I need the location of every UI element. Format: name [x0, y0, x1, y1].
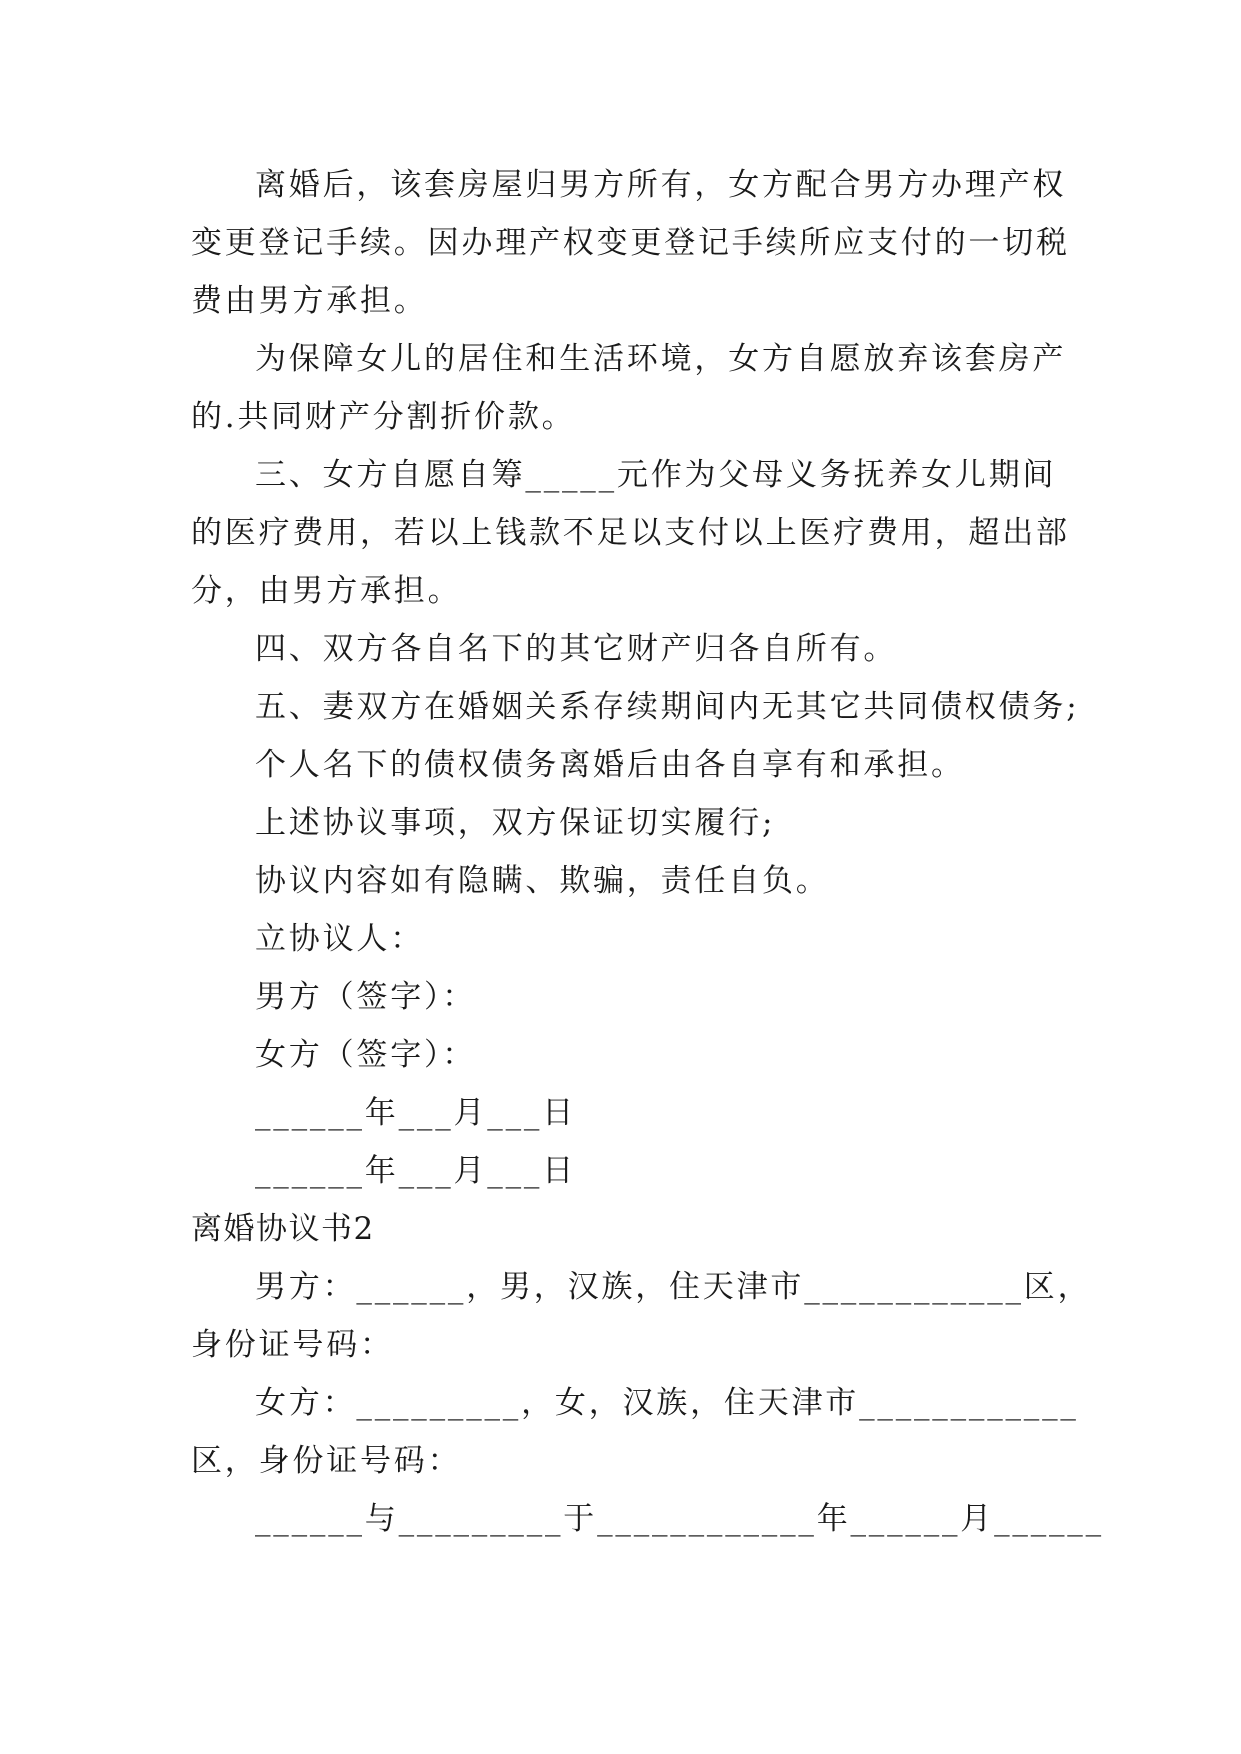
- date-line: ______年___月___日: [255, 1095, 576, 1131]
- paragraph-line: 变更登记手续。因办理产权变更登记手续所应支付的一切税: [191, 225, 1070, 261]
- male-signature-label: 男方（签字）：: [255, 979, 477, 1015]
- paragraph-line: 的.共同财产分割折价款。: [191, 399, 576, 435]
- paragraph-line: 三、女方自愿自筹_____元作为父母义务抚养女儿期间: [255, 457, 1057, 493]
- paragraph-line: 协议内容如有隐瞒、欺骗，责任自负。: [255, 863, 830, 899]
- paragraph-line: 离婚后，该套房屋归男方所有，女方配合男方办理产权: [255, 167, 1067, 203]
- female-signature-label: 女方（签字）：: [255, 1037, 477, 1073]
- paragraph-line: 的医疗费用，若以上钱款不足以支付以上医疗费用，超出部: [191, 515, 1070, 551]
- paragraph-line: 上述协议事项，双方保证切实履行;: [255, 805, 776, 841]
- paragraph-line: 为保障女儿的居住和生活环境，女方自愿放弃该套房产: [255, 341, 1067, 377]
- paragraph-line: 四、双方各自名下的其它财产归各自所有。: [255, 631, 898, 667]
- section-heading: 离婚协议书2: [191, 1211, 375, 1247]
- paragraph-line: 分，由男方承担。: [191, 573, 462, 609]
- date-line: ______年___月___日: [255, 1153, 576, 1189]
- signatory-label: 立协议人：: [255, 921, 424, 957]
- paragraph-line: 区，身份证号码：: [191, 1443, 462, 1479]
- document-body: [191, 156, 1104, 1548]
- paragraph-line: 费由男方承担。: [191, 283, 428, 319]
- paragraph-line: 女方：_________，女，汉族，住天津市____________: [255, 1385, 1079, 1421]
- paragraph-line: ______与_________于____________年______月______: [255, 1501, 1104, 1537]
- paragraph-line: 个人名下的债权债务离婚后由各自享有和承担。: [255, 747, 965, 783]
- paragraph-line: 身份证号码：: [191, 1327, 394, 1363]
- paragraph-line: 五、妻双方在婚姻关系存续期间内无其它共同债权债务;: [255, 689, 1080, 725]
- paragraph-line: 男方：______，男，汉族，住天津市____________区，: [255, 1269, 1092, 1305]
